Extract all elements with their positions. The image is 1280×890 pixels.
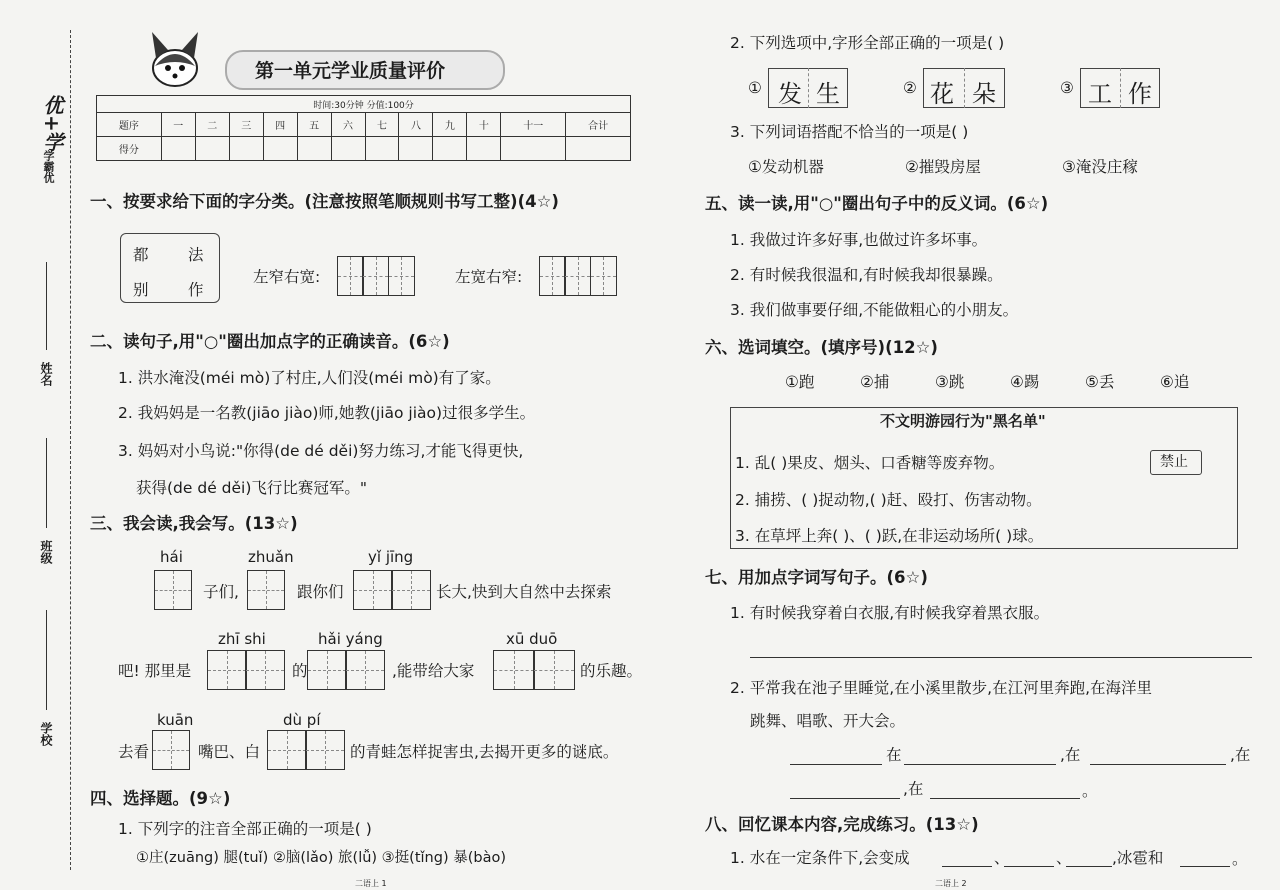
question-line: 跳舞、唱歌、开大会。 [750,712,906,730]
sentence-text: 子们, [203,583,239,601]
row-head: 题序 [97,113,162,137]
answer-line[interactable] [790,764,882,765]
question-line: 1. 我做过许多好事,也做过许多坏事。 [730,231,988,249]
choice-word: ②捕 [860,373,890,391]
question-line: 2. 平常我在池子里睡觉,在小溪里散步,在江河里奔跑,在海洋里 [730,679,1152,697]
answer-line[interactable] [930,798,1080,799]
pinyin-label: kuān [157,711,194,729]
exam-meta: 时间:30分钟 分值:100分 [97,96,631,113]
brand-logo: 优+学 [40,95,64,152]
sentence-text: 、 [1056,849,1072,867]
score-cell[interactable] [501,137,566,161]
fox-mascot-icon [140,28,210,90]
choice-word: ⑥追 [1160,373,1190,391]
sentence-text: ,冰雹和 [1112,849,1164,867]
option-item: ②摧毁房屋 [905,158,981,176]
name-line[interactable] [46,262,47,350]
option-number: ② [903,79,917,97]
writing-grid[interactable] [208,650,285,690]
choice-word: ①跑 [785,373,815,391]
name-label: 姓名 [39,362,53,386]
answer-line[interactable] [1090,764,1226,765]
question-line: 3. 妈妈对小鸟说:"你得(de dé děi)努力练习,才能飞得更快, [118,442,524,460]
sentence-text: 的青蛙怎样捉害虫,去揭开更多的谜底。 [350,743,619,761]
sentence-text: 跟你们 [297,583,344,601]
sentence-text: ,在 [1060,746,1081,764]
answer-line[interactable] [904,764,1056,765]
pinyin-label: zhuǎn [248,548,294,566]
question-line: 2. 有时候我很温和,有时候我却很暴躁。 [730,266,1003,284]
char-item: 都 [133,246,149,264]
score-cell[interactable] [566,137,631,161]
writing-grid[interactable] [354,570,431,610]
question-line: 2. 我妈妈是一名教(jiāo jiào)师,她教(jiāo jiào)过很多学生。 [118,404,536,422]
school-line[interactable] [46,610,47,710]
writing-grid[interactable] [494,650,575,690]
class-label: 班级 [39,540,53,564]
word-char: 工 [1088,80,1112,108]
score-cell[interactable] [399,137,433,161]
option-number: ① [748,79,762,97]
sentence-text: ,能带给大家 [392,662,475,680]
page-footer-right: 二语上 2 [935,879,967,888]
word-char: 生 [816,80,840,108]
word-char: 朵 [972,80,996,108]
char-item: 别 [133,281,149,299]
sentence-text: 的乐趣。 [580,662,643,680]
label-wide-left: 左宽右窄: [455,268,523,286]
answer-line[interactable] [790,798,900,799]
writing-grid[interactable] [268,730,345,770]
score-table: 时间:30分钟 分值:100分 题序 一 二 三 四 五 六 七 八 九 十 十一 合计 得分 [96,95,631,161]
sentence-text: 嘴巴、白 [198,743,261,761]
pinyin-label: zhī shi [218,630,266,648]
word-char: 发 [778,80,802,108]
sentence-text: ,在 [903,780,924,798]
row-head: 得分 [97,137,162,161]
sentence-text: ,在 [1230,746,1251,764]
writing-grid[interactable] [153,730,190,770]
question-line: 获得(de dé děi)飞行比赛冠军。" [136,479,368,497]
question-line: 1. 水在一定条件下,会变成 [730,849,910,867]
score-cell[interactable] [365,137,399,161]
answer-line[interactable] [750,657,1252,658]
char-item: 法 [188,246,204,264]
choice-word: ④踢 [1010,373,1040,391]
question-line: 3. 我们做事要仔细,不能做粗心的小朋友。 [730,301,1019,319]
word-char: 花 [930,80,954,108]
answer-line[interactable] [1180,866,1230,867]
option-item: ③淹没庄稼 [1062,158,1138,176]
score-cell[interactable] [229,137,263,161]
section-7-title: 七、用加点字词写句子。(6☆) [705,568,928,587]
fill-line[interactable]: 1. 乱( )果皮、烟头、口香糖等废弃物。 [735,454,1005,472]
label-narrow-left: 左窄右宽: [253,268,321,286]
section-6-title: 六、选词填空。(填序号)(12☆) [705,338,938,357]
sentence-text: 在 [886,746,902,764]
option-number: ③ [1060,79,1074,97]
question-line: 3. 下列词语搭配不恰当的一项是( ) [730,123,969,141]
section-4-title: 四、选择题。(9☆) [90,789,231,808]
section-8-title: 八、回忆课本内容,完成练习。(13☆) [705,815,979,834]
score-cell[interactable] [161,137,195,161]
writing-grid[interactable] [155,570,192,610]
question-line: 1. 有时候我穿着白衣服,有时候我穿着黑衣服。 [730,604,1050,622]
section-5-title: 五、读一读,用"○"圈出句子中的反义词。(6☆) [705,194,1049,213]
score-cell[interactable] [297,137,331,161]
section-1-title: 一、按要求给下面的字分类。(注意按照笔顺规则书写工整)(4☆) [90,192,559,211]
option-item: ①发动机器 [748,158,824,176]
pinyin-label: dù pí [283,711,321,729]
school-label: 学校 [39,722,53,746]
writing-grid[interactable] [540,256,617,296]
char-item: 作 [188,281,204,299]
fill-line[interactable]: 3. 在草坪上奔( )、( )跃,在非运动场所( )球。 [735,527,1044,545]
pinyin-label: hǎi yáng [318,630,383,648]
sentence-text: 。 [1232,850,1248,868]
writing-grid[interactable] [248,570,285,610]
pinyin-label: hái [160,548,183,566]
question-line: 2. 下列选项中,字形全部正确的一项是( ) [730,34,1005,52]
score-cell[interactable] [195,137,229,161]
stamp-text: 禁止 [1160,454,1188,470]
section-3-title: 三、我会读,我会写。(13☆) [90,514,298,533]
fill-line[interactable]: 2. 捕捞、( )捉动物,( )赶、殴打、伤害动物。 [735,491,1042,509]
score-cell[interactable] [331,137,365,161]
score-cell[interactable] [263,137,297,161]
binding-dashed-line [70,30,71,870]
section-2-title: 二、读句子,用"○"圈出加点字的正确读音。(6☆) [90,332,450,351]
seal-text: 学霸优 [42,150,55,183]
answer-line[interactable] [942,866,992,867]
writing-grid[interactable] [338,256,415,296]
score-cell[interactable] [467,137,501,161]
score-cell[interactable] [433,137,467,161]
pinyin-label: yǐ jīng [368,548,414,566]
sentence-text: 长大,快到大自然中去探索 [436,583,612,601]
class-line[interactable] [46,438,47,528]
choice-word: ③跳 [935,373,965,391]
answer-line[interactable] [1004,866,1054,867]
question-line: 1. 洪水淹没(méi mò)了村庄,人们没(méi mò)有了家。 [118,369,501,387]
option-line: ①庄(zuāng) 腿(tuǐ) ②脑(lǎo) 旅(lǚ) ③挺(tǐng) 暴(bào) [136,850,506,866]
sentence-text: 去看 [118,743,150,761]
question-line: 1. 下列字的注音全部正确的一项是( ) [118,820,372,838]
choice-word: ⑤丢 [1085,373,1115,391]
writing-grid[interactable] [308,650,385,690]
sentence-text: 。 [1082,782,1098,800]
pinyin-label: xū duō [506,630,558,648]
blacklist-title: 不文明游园行为"黑名单" [880,412,1046,430]
sentence-text: 、 [994,849,1010,867]
page-footer-left: 二语上 1 [355,879,387,888]
word-char: 作 [1128,80,1152,108]
sentence-text: 的 [292,662,308,680]
answer-line[interactable] [1066,866,1112,867]
sentence-text: 吧! 那里是 [118,662,192,680]
page-title: 第一单元学业质量评价 [255,60,446,82]
